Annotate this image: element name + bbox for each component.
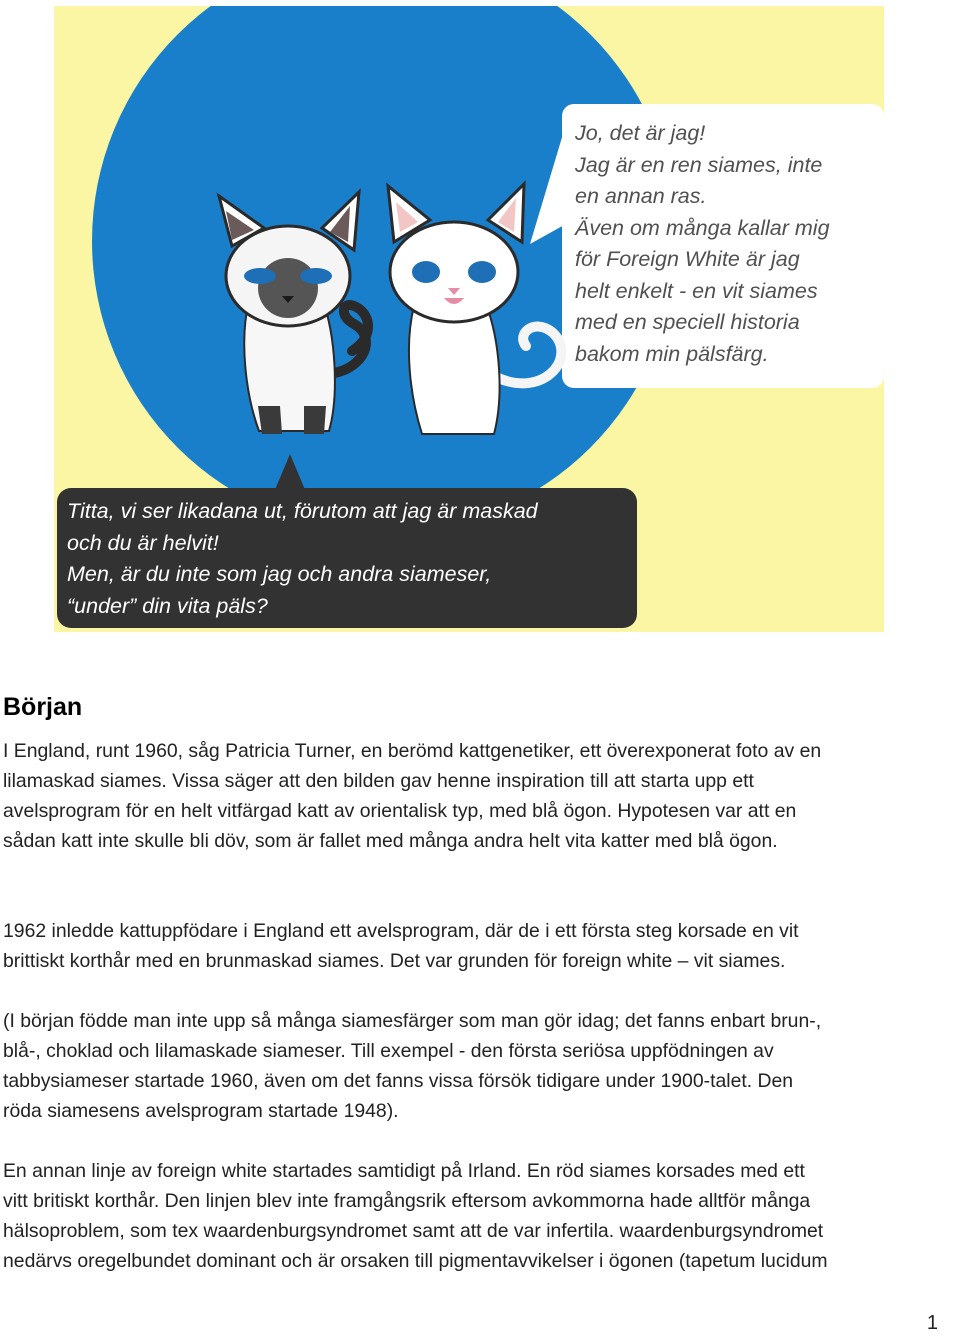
paragraph-line: I England, runt 1960, såg Patricia Turner, en berömd kattgenetiker, ett överexponerat foto av en [3,740,822,762]
white-cat-speech [575,118,830,370]
paragraph-line: brittiskt korthår med en brunmaskad siames. Det var grunden för foreign white – vit siames. [3,950,786,972]
white-cat-speech-line: för Foreign White är jag [575,247,800,271]
paragraph-line: röda siamesens avelsprogram startade 1948). [3,1100,399,1122]
white-cat-speech-line: helt enkelt - en vit siames [575,278,818,303]
masked-cat-speech [67,496,538,622]
paragraph-line: sådan katt inte skulle bli döv, som är fallet med många andra helt vita katter med blå ögon. [3,830,778,852]
paragraph [3,916,959,976]
paragraph-line: avelsprogram för en helt vitfärgad katt av orientalisk typ, med blå ögon. Hypotesen var att en [3,800,797,822]
paragraph-line: En annan linje av foreign white startades samtidigt på Irland. En röd siames korsades med ett [3,1160,805,1182]
masked-cat-speech-line: och du är helvit! [67,530,219,555]
section-heading: Början [3,693,83,721]
paragraph-line: hälsoproblem, som tex waardenburgsyndromet samt att de var infertila. waardenburgsyndromet [3,1220,824,1242]
paragraph-line: 1962 inledde kattuppfödare i England ett avelsprogram, där de i ett första steg korsade en vit [3,920,799,942]
paragraph-line: lilamaskad siames. Vissa säger att den bilden gav henne inspiration till att starta upp ett [3,770,754,792]
masked-cat-speech-line: “under” din vita päls? [67,593,268,618]
white-cat-speech-line: Jag är en ren siames, inte [575,152,823,177]
paragraph [3,1156,959,1276]
white-cat-speech-line: bakom min pälsfärg. [575,341,769,366]
paragraph-line: nedärvs oregelbundet dominant och är orsaken till pigmentavvikelser i ögonen (tapetum lucidum [3,1250,828,1272]
white-cat-speech-line: Även om många kallar mig [575,215,830,240]
paragraph-line: tabbysiameser startade 1960, även om det fanns vissa försök tidigare under 1900-talet. Den [3,1070,794,1092]
paragraph-line: (I början födde man inte upp så många siamesfärger som man gör idag; det fanns enbart brun-, [3,1010,822,1032]
cats-illustration [54,6,884,632]
masked-cat-speech-line: Men, är du inte som jag och andra siameser, [67,562,492,586]
paragraph [3,736,959,856]
paragraph-line: vitt britiskt korthår. Den linjen blev inte framgångsrik eftersom avkommorna hade alltför många [3,1190,811,1212]
white-cat-speech-line: Jo, det är jag! [575,121,706,145]
masked-cat-speech-line: Titta, vi ser likadana ut, förutom att jag är maskad [67,499,538,523]
white-cat-speech-line: med en speciell historia [575,310,800,334]
white-cat-speech-line: en annan ras. [575,184,707,208]
page-number: 1 [926,1312,938,1334]
paragraph [3,1006,959,1126]
paragraph-line: blå-, choklad och lilamaskade siameser. Till exempel - den första seriösa uppfödningen av [3,1040,774,1062]
